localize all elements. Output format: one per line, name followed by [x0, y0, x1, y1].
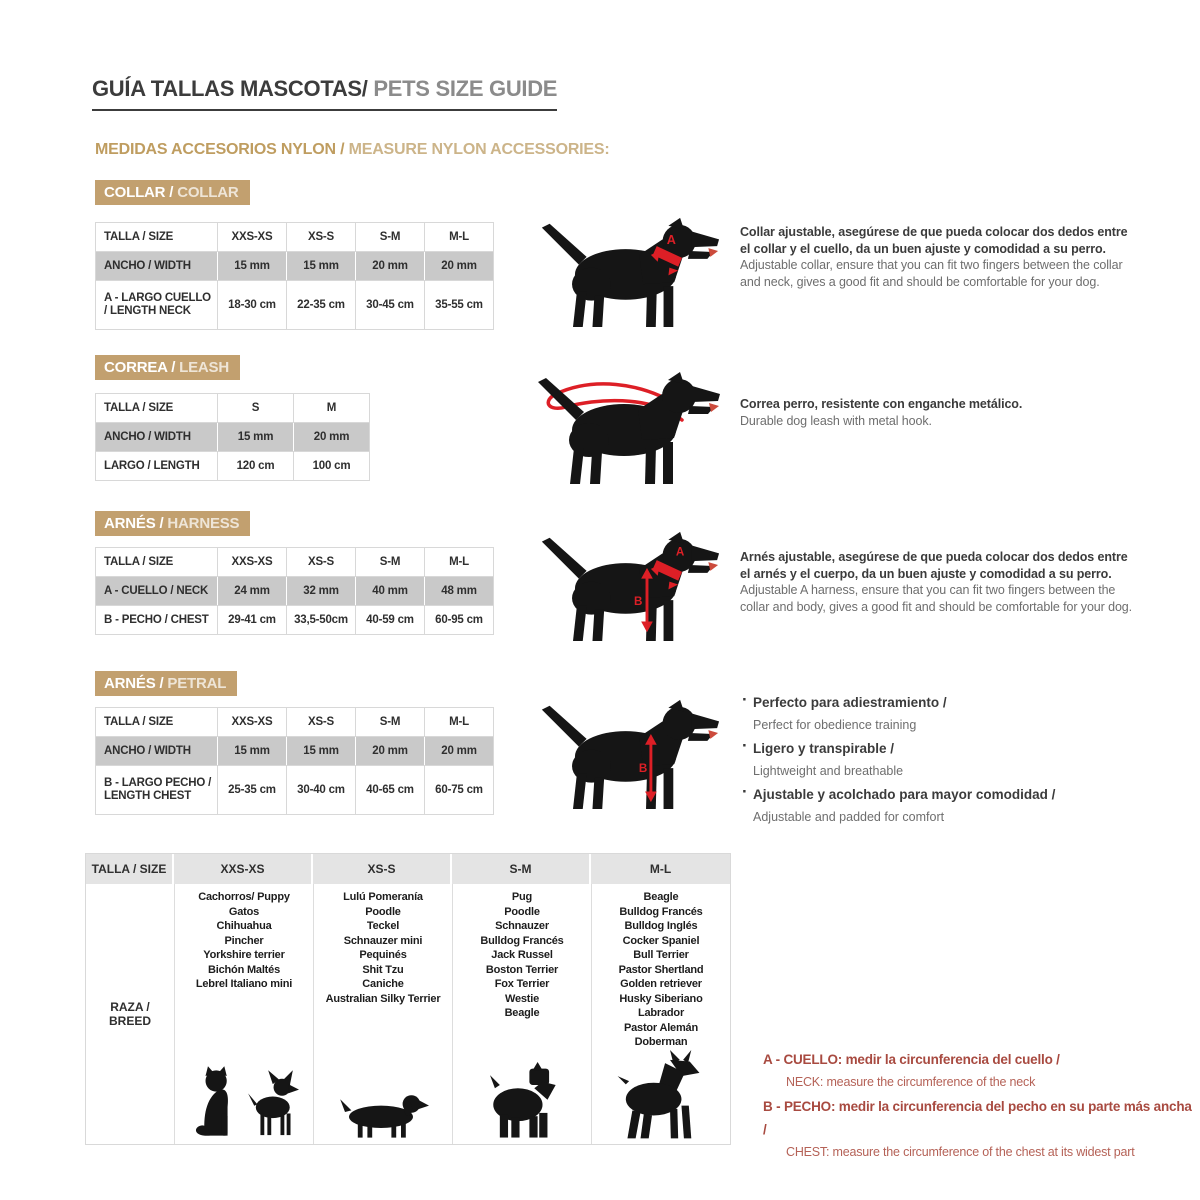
cell: M-L — [591, 854, 730, 884]
breed-item: Bulldog Francés — [480, 934, 564, 947]
benefit-item — [742, 784, 1152, 828]
leash-dog-illustration — [532, 366, 722, 491]
leash-description — [740, 396, 1138, 429]
breed-row-label — [86, 884, 174, 1144]
neck-mark-label: A — [666, 233, 676, 248]
chihuahua-icon — [245, 1070, 299, 1140]
breed-label-line1: RAZA / — [110, 1000, 150, 1014]
breed-list — [196, 890, 292, 992]
collar-description — [740, 224, 1138, 290]
benefit-item — [742, 692, 1152, 736]
breed-item: Doberman — [634, 1036, 688, 1048]
cell: 22-35 cm — [287, 281, 356, 330]
dog-petral-icon — [536, 694, 721, 811]
benefit-es: · Ajustable y acolchado para mayor comodidad / — [753, 787, 1056, 802]
breed-pets-xxs — [175, 1066, 313, 1140]
cell: XS-S — [287, 223, 356, 252]
cell: 40-65 cm — [356, 766, 425, 815]
harness-dog-illustration — [536, 526, 721, 648]
page-title-es: GUÍA TALLAS MASCOTAS/ — [92, 76, 368, 101]
collar-size-table — [95, 222, 494, 330]
measurement-notes — [763, 1048, 1193, 1165]
cell: 100 cm — [294, 452, 370, 481]
cell: M-L — [425, 708, 494, 737]
cell: 33,5-50cm — [287, 606, 356, 635]
cell: TALLA / SIZE — [96, 394, 218, 423]
petral-size-table — [95, 707, 494, 815]
page-subtitle-en: MEASURE NYLON ACCESSORIES: — [344, 141, 610, 158]
breed-item: Pastor Shertland — [618, 963, 704, 976]
breed-item: Bulldog Inglés — [624, 920, 698, 932]
note-chest-en: CHEST: measure the circumference of the chest at its widest part — [786, 1145, 1135, 1159]
leash-desc-es: Correa perro, resistente con enganche metálico. — [740, 397, 1023, 411]
cell: 15 mm — [287, 252, 356, 281]
cell: S-M — [356, 548, 425, 577]
cell: M-L — [425, 223, 494, 252]
cell: B - PECHO / CHEST — [96, 606, 218, 635]
neck-mark-label: A — [675, 545, 685, 559]
breed-item: Gatos — [228, 905, 260, 918]
cell: 20 mm — [294, 423, 370, 452]
breed-size-table — [85, 853, 731, 1145]
table-row — [96, 577, 494, 606]
cell: ANCHO / WIDTH — [96, 252, 218, 281]
breed-item: Beagle — [643, 891, 679, 903]
breed-item: Pug — [511, 891, 533, 903]
collar-desc-es: Collar ajustable, asegúrese de que pueda colocar dos dedos entre el collar y el cuello, da un buen ajuste y comodidad a su perro. — [740, 225, 1128, 256]
table-row — [96, 452, 370, 481]
dachshund-icon — [337, 1088, 429, 1140]
breed-item: Golden retriever — [620, 978, 702, 990]
cell: LARGO / LENGTH — [96, 452, 218, 481]
cell: 30-40 cm — [287, 766, 356, 815]
cell: 20 mm — [425, 737, 494, 766]
page-title-en: PETS SIZE GUIDE — [367, 76, 558, 101]
cell: XS-S — [287, 548, 356, 577]
dog-collar-icon — [536, 212, 721, 329]
page-subtitle-es: MEDIDAS ACCESORIOS NYLON / — [95, 141, 345, 158]
cell: 18-30 cm — [218, 281, 287, 330]
cell: 60-75 cm — [425, 766, 494, 815]
breed-item: Chihuahua — [216, 920, 272, 932]
table-row — [96, 281, 494, 330]
breed-list — [326, 890, 441, 1006]
breed-item: Beagle — [504, 1007, 540, 1019]
harness-desc-en: Adjustable A harness, ensure that you can fit two fingers between the collar and body, gives a good fit and should be comfortable for your dog. — [740, 583, 1133, 614]
cell: XXS-XS — [218, 548, 287, 577]
dog-harness-icon — [536, 526, 721, 643]
table-row — [96, 223, 494, 252]
breed-column-m-l — [591, 884, 730, 1144]
leash-desc-en: Durable dog leash with metal hook. — [740, 413, 932, 428]
cell: B - LARGO PECHO / LENGTH CHEST — [96, 766, 218, 815]
petral-benefits-list — [742, 692, 1152, 830]
collar-badge-es: COLLAR / — [104, 184, 174, 201]
cell: 24 mm — [218, 577, 287, 606]
cell: 20 mm — [356, 737, 425, 766]
cell: S-M — [356, 223, 425, 252]
petral-badge-en: PETRAL — [163, 675, 227, 692]
harness-badge-es: ARNÉS / — [104, 515, 164, 532]
cell: S — [218, 394, 294, 423]
table-row — [96, 766, 494, 815]
table-row — [96, 548, 494, 577]
collar-section-badge — [95, 180, 250, 205]
breed-item: Australian Silky Terrier — [325, 992, 441, 1005]
breed-item: Bichón Maltés — [208, 963, 280, 976]
petral-dog-illustration — [536, 694, 721, 816]
breed-column-xs-s — [313, 884, 452, 1144]
leash-section-badge — [95, 355, 240, 380]
breed-item: Caniche — [362, 978, 404, 990]
breed-item: Schnauzer — [495, 920, 549, 932]
cell: 15 mm — [218, 252, 287, 281]
breed-item: Lulú Pomeranía — [343, 891, 423, 903]
breed-label-line2: BREED — [108, 1014, 151, 1028]
collar-desc-en: Adjustable collar, ensure that you can fit two fingers between the collar and neck, gives a good fit and should be comfortable for your dog. — [740, 258, 1123, 289]
leash-badge-es: CORREA / — [104, 359, 176, 376]
cell: 60-95 cm — [425, 606, 494, 635]
breed-column-xxs-xs — [174, 884, 313, 1144]
dog-leash-icon — [532, 366, 722, 486]
note-neck-es: A - CUELLO: medir la circunferencia del cuello / — [763, 1052, 1060, 1067]
cell: S-M — [356, 708, 425, 737]
petral-badge-es: ARNÉS / — [104, 675, 164, 692]
table-row — [96, 606, 494, 635]
cell: 20 mm — [425, 252, 494, 281]
breed-item: Cachorros/ Puppy — [198, 891, 290, 903]
breed-item: Schnauzer mini — [343, 934, 423, 947]
collar-badge-en: COLLAR — [173, 184, 239, 201]
cell: 15 mm — [287, 737, 356, 766]
breed-item: Yorkshire terrier — [203, 949, 285, 961]
cell: XXS-XS — [218, 223, 287, 252]
cell: 15 mm — [218, 737, 287, 766]
breed-item: Shit Tzu — [362, 963, 404, 976]
note-neck-en: NECK: measure the circumference of the neck — [786, 1075, 1036, 1089]
breed-pets-ml — [592, 1050, 730, 1140]
cell: TALLA / SIZE — [96, 548, 218, 577]
table-row — [96, 423, 370, 452]
benefit-en: Perfect for obedience training — [753, 718, 917, 732]
cell: XS-S — [287, 708, 356, 737]
breed-item: Teckel — [366, 920, 400, 932]
cell: XXS-XS — [174, 854, 313, 884]
cell: TALLA / SIZE — [96, 223, 218, 252]
breed-item: Bulldog Francés — [619, 905, 703, 918]
cell: 120 cm — [218, 452, 294, 481]
cat-icon — [190, 1066, 239, 1140]
benefit-item — [742, 738, 1152, 782]
cell: 20 mm — [356, 252, 425, 281]
cell: 48 mm — [425, 577, 494, 606]
leash-badge-en: LEASH — [175, 359, 229, 376]
breed-item: Poodle — [504, 905, 540, 918]
harness-size-table — [95, 547, 494, 635]
breed-pets-xs — [314, 1088, 452, 1140]
benefit-es: · Perfecto para adiestramiento / — [753, 695, 947, 710]
breed-column-s-m — [452, 884, 591, 1144]
breed-item: Pincher — [224, 934, 264, 947]
leash-size-table — [95, 393, 370, 481]
breed-list — [619, 890, 704, 1050]
page-title — [92, 76, 557, 111]
breed-item: Bull Terrier — [633, 949, 689, 961]
cell: 35-55 cm — [425, 281, 494, 330]
cell: 40 mm — [356, 577, 425, 606]
table-row — [96, 252, 494, 281]
schnauzer-icon — [485, 1062, 559, 1140]
chest-mark-label: B — [638, 761, 648, 775]
breed-pets-sm — [453, 1062, 591, 1140]
benefit-en: Adjustable and padded for comfort — [753, 810, 945, 824]
cell: 25-35 cm — [218, 766, 287, 815]
breed-item: Fox Terrier — [494, 978, 550, 990]
breed-table-header — [86, 854, 730, 884]
harness-badge-en: HARNESS — [163, 515, 240, 532]
cell: 30-45 cm — [356, 281, 425, 330]
harness-section-badge — [95, 511, 250, 536]
cell: TALLA / SIZE — [86, 854, 174, 884]
breed-item: Labrador — [637, 1007, 685, 1019]
breed-item: Boston Terrier — [485, 963, 559, 976]
table-row — [96, 708, 494, 737]
harness-desc-es: Arnés ajustable, asegúrese de que pueda colocar dos dedos entre el arnés y el cuerpo, da un buen ajuste y comodidad a su perro. — [740, 550, 1128, 581]
benefit-en: Lightweight and breathable — [753, 764, 904, 778]
cell: A - CUELLO / NECK — [96, 577, 218, 606]
breed-item: Husky Siberiano — [619, 992, 703, 1005]
breed-item: Lebrel Italiano mini — [195, 978, 293, 990]
cell: TALLA / SIZE — [96, 708, 218, 737]
note-neck — [763, 1048, 1193, 1094]
petral-section-badge — [95, 671, 237, 696]
chest-mark-label: B — [634, 594, 643, 608]
collar-dog-illustration — [536, 212, 721, 334]
breed-item: Westie — [504, 992, 540, 1005]
cell: S-M — [452, 854, 591, 884]
doberman-icon — [616, 1050, 706, 1140]
table-row — [96, 394, 370, 423]
breed-item: Pastor Alemán — [623, 1021, 698, 1034]
cell: 15 mm — [218, 423, 294, 452]
note-chest — [763, 1095, 1193, 1164]
cell: 32 mm — [287, 577, 356, 606]
breed-list — [480, 890, 563, 1021]
cell: M — [294, 394, 370, 423]
cell: XXS-XS — [218, 708, 287, 737]
breed-item: Cocker Spaniel — [622, 934, 700, 947]
cell: 40-59 cm — [356, 606, 425, 635]
page-subtitle — [95, 141, 610, 159]
harness-description — [740, 549, 1138, 615]
breed-table-body — [86, 884, 730, 1144]
cell: M-L — [425, 548, 494, 577]
benefit-es: · Ligero y transpirable / — [753, 741, 895, 756]
cell: 29-41 cm — [218, 606, 287, 635]
note-chest-es: B - PECHO: medir la circunferencia del pecho en su parte más ancha / — [763, 1099, 1192, 1137]
cell: A - LARGO CUELLO / LENGTH NECK — [96, 281, 218, 330]
table-row — [96, 737, 494, 766]
breed-item: Jack Russel — [491, 949, 553, 961]
cell: XS-S — [313, 854, 452, 884]
breed-item: Pequinés — [359, 949, 407, 961]
cell: ANCHO / WIDTH — [96, 737, 218, 766]
breed-item: Poodle — [365, 905, 401, 918]
cell: ANCHO / WIDTH — [96, 423, 218, 452]
